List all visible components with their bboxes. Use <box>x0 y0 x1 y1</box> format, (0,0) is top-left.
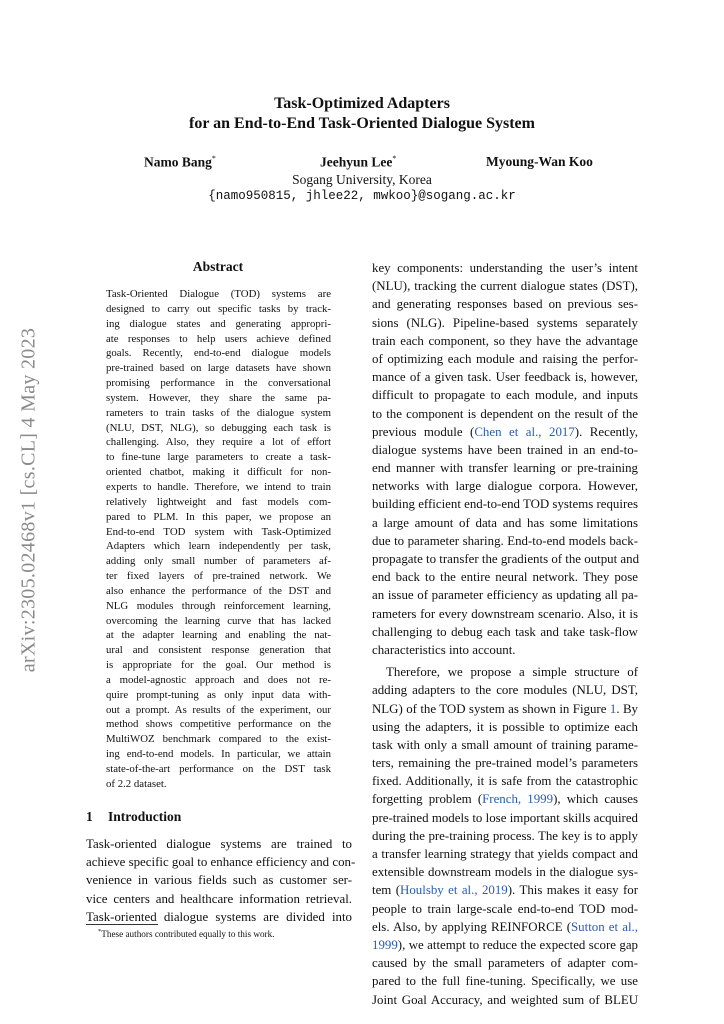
body-line: end manner with transfer learning or pre-training <box>372 461 638 476</box>
author-emails: {namo950815, jhlee22, mwkoo}@sogang.ac.kr <box>208 189 516 203</box>
body-line: during the pre-training process. The key is to apply <box>372 828 638 843</box>
abstract-line: at the adapter learning and enabling the nat- <box>106 629 331 642</box>
body-line: Joint Goal Accuracy, and weighted sum of BLEU <box>372 992 638 1007</box>
body-line: networks with large dialogue corpora. However, <box>372 479 638 494</box>
arxiv-stamp-text: arXiv:2305.02468v1 [cs.CL] 4 May 2023 <box>17 327 40 673</box>
body-line: pre-trained models to lose important skills acquired <box>372 810 638 825</box>
abstract-line: relatively lightweight and fast models com- <box>106 495 331 508</box>
abstract-line: oriented chatbot, making it difficult for non- <box>106 466 331 479</box>
paper-title <box>0 94 724 134</box>
citation-link[interactable]: French, 1999 <box>482 792 554 807</box>
abstract-line: ing end-to-end models. In particular, we attain <box>106 748 331 761</box>
abstract-line: also enhance the performance of the DST and <box>106 584 331 597</box>
body-line <box>372 936 638 954</box>
abstract-line: experts to handle. Therefore, we intend to train <box>106 480 331 493</box>
body-line: key components: understanding the user’s intent <box>372 261 638 275</box>
body-line: people to train large-scale end-to-end TOD mod- <box>372 901 638 916</box>
author-3 <box>486 154 593 170</box>
abstract-line: to fine-tune large parameters to create a task- <box>106 451 331 464</box>
author-name: Myoung-Wan Koo <box>486 154 593 169</box>
abstract-line: adding only small number of parameters af- <box>106 555 331 568</box>
text-run: ). This makes it easy for <box>507 883 638 898</box>
abstract-line: quire prompt-tuning as only input data with- <box>106 688 331 701</box>
body-line <box>372 918 638 936</box>
text-run: ), which causes <box>553 792 638 807</box>
footnote-text: These authors contributed equally to this work. <box>101 929 275 940</box>
text-run: tem ( <box>372 883 401 898</box>
text-run: ). Recently, <box>574 424 638 439</box>
introduction-body <box>86 835 356 926</box>
arxiv-stamp <box>14 320 44 680</box>
body-line: (NLU), tracking the current dialogue states (DST), <box>372 279 638 294</box>
text-run: els. Also, by applying REINFORCE ( <box>372 919 571 934</box>
right-column-body <box>372 259 638 1009</box>
body-line <box>372 700 638 718</box>
body-line: of optimizing each module and raising the perfor- <box>372 351 638 366</box>
abstract-line: is appropriate for the goal. Our method is <box>106 659 331 672</box>
abstract-line: of 2.2 dataset. <box>106 777 167 790</box>
equal-contribution-mark: * <box>392 154 397 163</box>
body-line: fixed. Additionally, it is safe from the catastrophic <box>372 774 638 789</box>
body-line: building efficient end-to-end TOD systems requires <box>372 497 638 512</box>
figure-reference-link[interactable]: 1 <box>609 701 617 716</box>
body-line: task with only a small amount of training parame- <box>372 737 638 752</box>
body-line <box>372 881 638 899</box>
body-line <box>372 423 638 441</box>
footnote <box>98 928 275 939</box>
abstract-line: (NLU, DST, NLG), so debugging each task is <box>106 421 331 434</box>
body-line: end back to the entire neural network. They pose <box>372 570 638 585</box>
abstract-line: ural and consistent response generation that <box>106 644 331 657</box>
author-name: Namo Bang <box>144 154 212 170</box>
text-run: . By <box>616 701 638 716</box>
author-name: Jeehyun Lee <box>320 154 393 170</box>
body-line: mance of a given task. User feedback is, however, <box>372 370 638 385</box>
citation-link[interactable]: Chen et al., 2017 <box>474 424 575 439</box>
text-run: NLG) of the TOD system as shown in Figure <box>372 701 610 716</box>
abstract-body <box>106 287 331 792</box>
title-line-2: for an End-to-End Task-Oriented Dialogue System <box>189 115 535 132</box>
body-line: rameters for every downstream scenario. Also, it is <box>372 606 638 621</box>
citation-link[interactable]: 1999 <box>372 937 398 952</box>
abstract-line: state-of-the-art performance on the DST task <box>106 763 331 775</box>
abstract-line: method shows competitive performance on the <box>106 718 331 731</box>
abstract-line: out a prompt. As results of the experiment, our <box>106 703 331 716</box>
citation-link[interactable]: Sutton et al., <box>571 919 638 934</box>
body-line: a large amount of data and has some limitations <box>372 515 638 530</box>
abstract-line: promising performance in the conversational <box>106 377 331 390</box>
body-line: difficult to propagate to each module, and inputs <box>372 388 638 403</box>
body-line: train each component, so they have the advantage <box>372 333 638 348</box>
body-line: characteristics into account. <box>372 642 516 657</box>
intro-line: Task-oriented dialogue systems are divided into <box>86 909 352 924</box>
body-line: caused by the small parameters of adapter com- <box>372 956 638 971</box>
abstract-line: overcoming the learning curve that has lacked <box>106 614 331 627</box>
intro-line: achieve specific goal to enhance efficiency and con- <box>86 855 356 870</box>
body-line: challenging to debug each task and take task-flow <box>372 624 638 639</box>
body-line: dialogue systems have been trained in an end-to- <box>372 442 638 457</box>
text-run: ), we attempt to reduce the expected score gap <box>397 937 638 952</box>
author-2 <box>320 154 396 171</box>
citation-link[interactable]: Houlsby et al., 2019 <box>400 883 508 898</box>
abstract-line: ter fixed layers of pre-trained network. We <box>106 570 331 583</box>
body-line: pared to the full fine-tuning. Specifically, we use <box>372 974 638 989</box>
abstract-heading: Abstract <box>192 259 244 274</box>
abstract-line: Task-Oriented Dialogue (TOD) systems are <box>106 288 331 300</box>
intro-line: vice centers and healthcare information retrieval. <box>86 891 352 906</box>
abstract-line: MultiWOZ benchmark compared to the exist- <box>106 733 331 746</box>
abstract-line: Adapters which learn independently per task, <box>106 540 331 553</box>
abstract-line: designed to carry out specific tasks by track- <box>106 302 331 315</box>
body-line: and generating responses based on previous ses- <box>372 297 638 312</box>
section-number: 1 <box>86 809 93 824</box>
body-line: propagate to transfer the gradients of the output and <box>372 552 640 566</box>
title-line-1: Task-Optimized Adapters <box>274 95 450 112</box>
intro-line: Task-oriented dialogue systems are trained to <box>86 837 352 851</box>
abstract-line: pre-trained based on large datasets have shown <box>106 362 331 375</box>
text-run: forgetting problem ( <box>372 792 483 807</box>
body-line: to the component is dependent on the result of the <box>372 406 638 421</box>
abstract-line: goals. Recently, end-to-end dialogue models <box>106 347 331 360</box>
footnote-mark: * <box>98 928 102 935</box>
abstract-line: ate responses to help users achieve defined <box>106 332 331 345</box>
abstract-line: pared to PLM. In this paper, we propose an <box>106 510 331 523</box>
body-line: Therefore, we propose a simple structure of <box>386 665 638 680</box>
text-run: previous module ( <box>372 424 475 439</box>
abstract-line: rameters to train tasks of the dialogue system <box>106 406 331 419</box>
equal-contribution-mark: * <box>211 154 216 163</box>
body-line: using the adapters, it is possible to optimize each <box>372 719 638 734</box>
body-line: due to parameter sharing. End-to-end models back- <box>372 533 638 548</box>
body-line: extensible downstream models in the dialogue sys- <box>372 865 638 880</box>
body-line: sions (NLG). Pipeline-based systems separately <box>372 315 638 330</box>
intro-line: venience in various fields such as customer ser- <box>86 873 352 888</box>
abstract-line: system. However, they share the same pa- <box>106 391 331 404</box>
body-line: an issue of parameter efficiency as updating all pa- <box>372 588 638 603</box>
body-line: a transfer learning strategy that yields compact and <box>372 847 638 861</box>
body-line: adding adapters to the core modules (NLU, DST, <box>372 683 638 698</box>
section-heading-introduction <box>86 809 181 825</box>
abstract-line: NLG modules through reinforcement learning, <box>106 599 331 612</box>
affiliation: Sogang University, Korea <box>292 172 432 187</box>
author-1 <box>144 154 216 171</box>
body-line: ters, remaining the pre-trained model’s parameters <box>372 756 638 771</box>
abstract-line: ing dialogue states and generating appropri- <box>106 317 331 330</box>
footnote-rule <box>86 924 158 925</box>
section-title: Introduction <box>108 809 182 824</box>
body-line <box>372 790 638 808</box>
abstract-line: End-to-end TOD system with Task-Optimized <box>106 525 331 538</box>
abstract-line: challenging. Also, they require a lot of effort <box>106 436 331 449</box>
abstract-line: a model-agnostic approach and does not re- <box>106 673 331 686</box>
